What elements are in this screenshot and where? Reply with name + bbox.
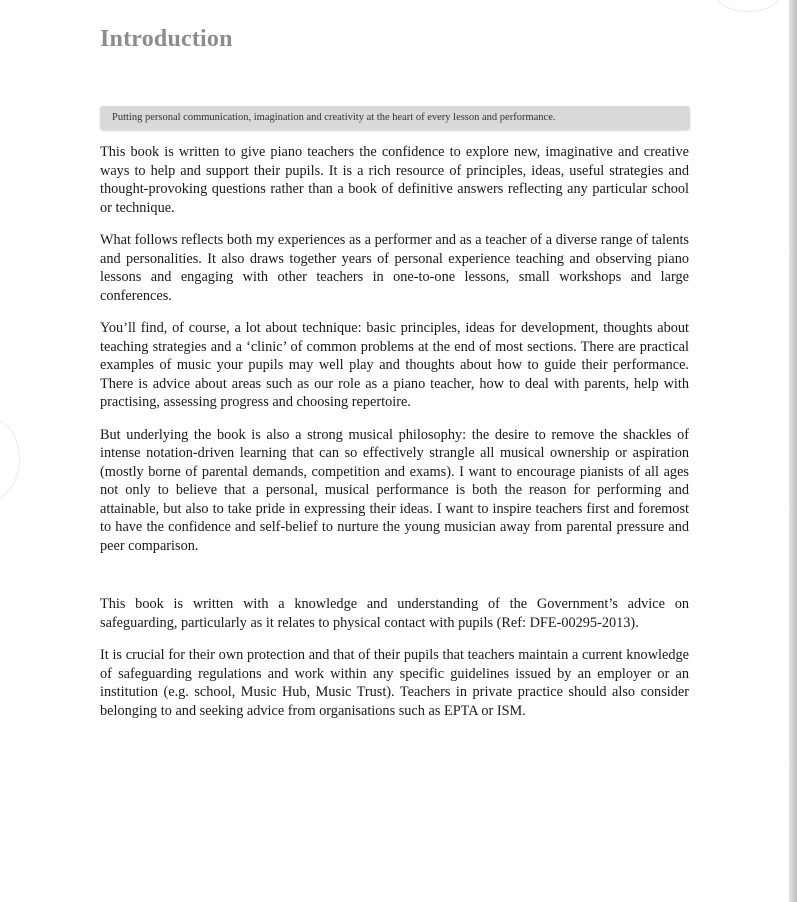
paragraph: But underlying the book is also a strong musical philosophy: the desire to remove the shackles of intense notation-driven learning that can so effectively strangle all musical ownership or aspiration (mostly borne of parental demands, competition and exams). I want to encourage pianists of all ages not only to believe that a personal, musical performance is both the reason for performing and attainable, but also to take pride in expressing their ideas. I want to inspire teachers first and foremost to have the confidence and self-belief to nurture the young musician away from parental pressure and peer comparison. xyxy=(100,426,689,554)
page-title: Introduction xyxy=(100,26,233,52)
chapter-tagline-banner: Putting personal communication, imagination and creativity at the heart of every lesson and performance. xyxy=(100,106,690,130)
decorative-ring xyxy=(0,418,20,500)
page-edge-shadow xyxy=(789,0,797,902)
paragraph: This book is written with a knowledge and understanding of the Government’s advice on safeguarding, particularly as it relates to physical contact with pupils (Ref: DFE-00295-2013). xyxy=(100,596,689,631)
paragraph: It is crucial for their own protection and that of their pupils that teachers maintain a current knowledge of safeguarding regulations and work within any specific guidelines issued by an employer or an institution (e.g. school, Music Hub, Music Trust). Teachers in private practice should also consider belonging to and seeking advice from organisations such as EPTA or ISM. xyxy=(100,647,689,719)
paragraph: What follows reflects both my experiences as a performer and as a teacher of a diverse range of talents and personalities. It also draws together years of personal experience teaching and observing piano lessons and engaging with other teachers in one-to-one lessons, small workshops and large conferences. xyxy=(100,232,689,304)
body-text xyxy=(100,143,689,734)
paragraph: This book is written to give piano teachers the confidence to explore new, imaginative and creative ways to help and support their pupils. It is a rich resource of principles, ideas, useful strategies and thought-provoking questions rather than a book of definitive answers reflecting any particular school or technique. xyxy=(100,144,689,216)
paragraph: You’ll find, of course, a lot about technique: basic principles, ideas for development, thoughts about teaching strategies and a ‘clinic’ of common problems at the end of most sections. There are practical examples of music your pupils may well play and thoughts about how to guide their performance. There is advice about areas such as our role as a piano teacher, how to deal with parents, help with practising, assessing progress and choosing repertoire. xyxy=(100,320,689,410)
decorative-ring xyxy=(717,0,779,12)
